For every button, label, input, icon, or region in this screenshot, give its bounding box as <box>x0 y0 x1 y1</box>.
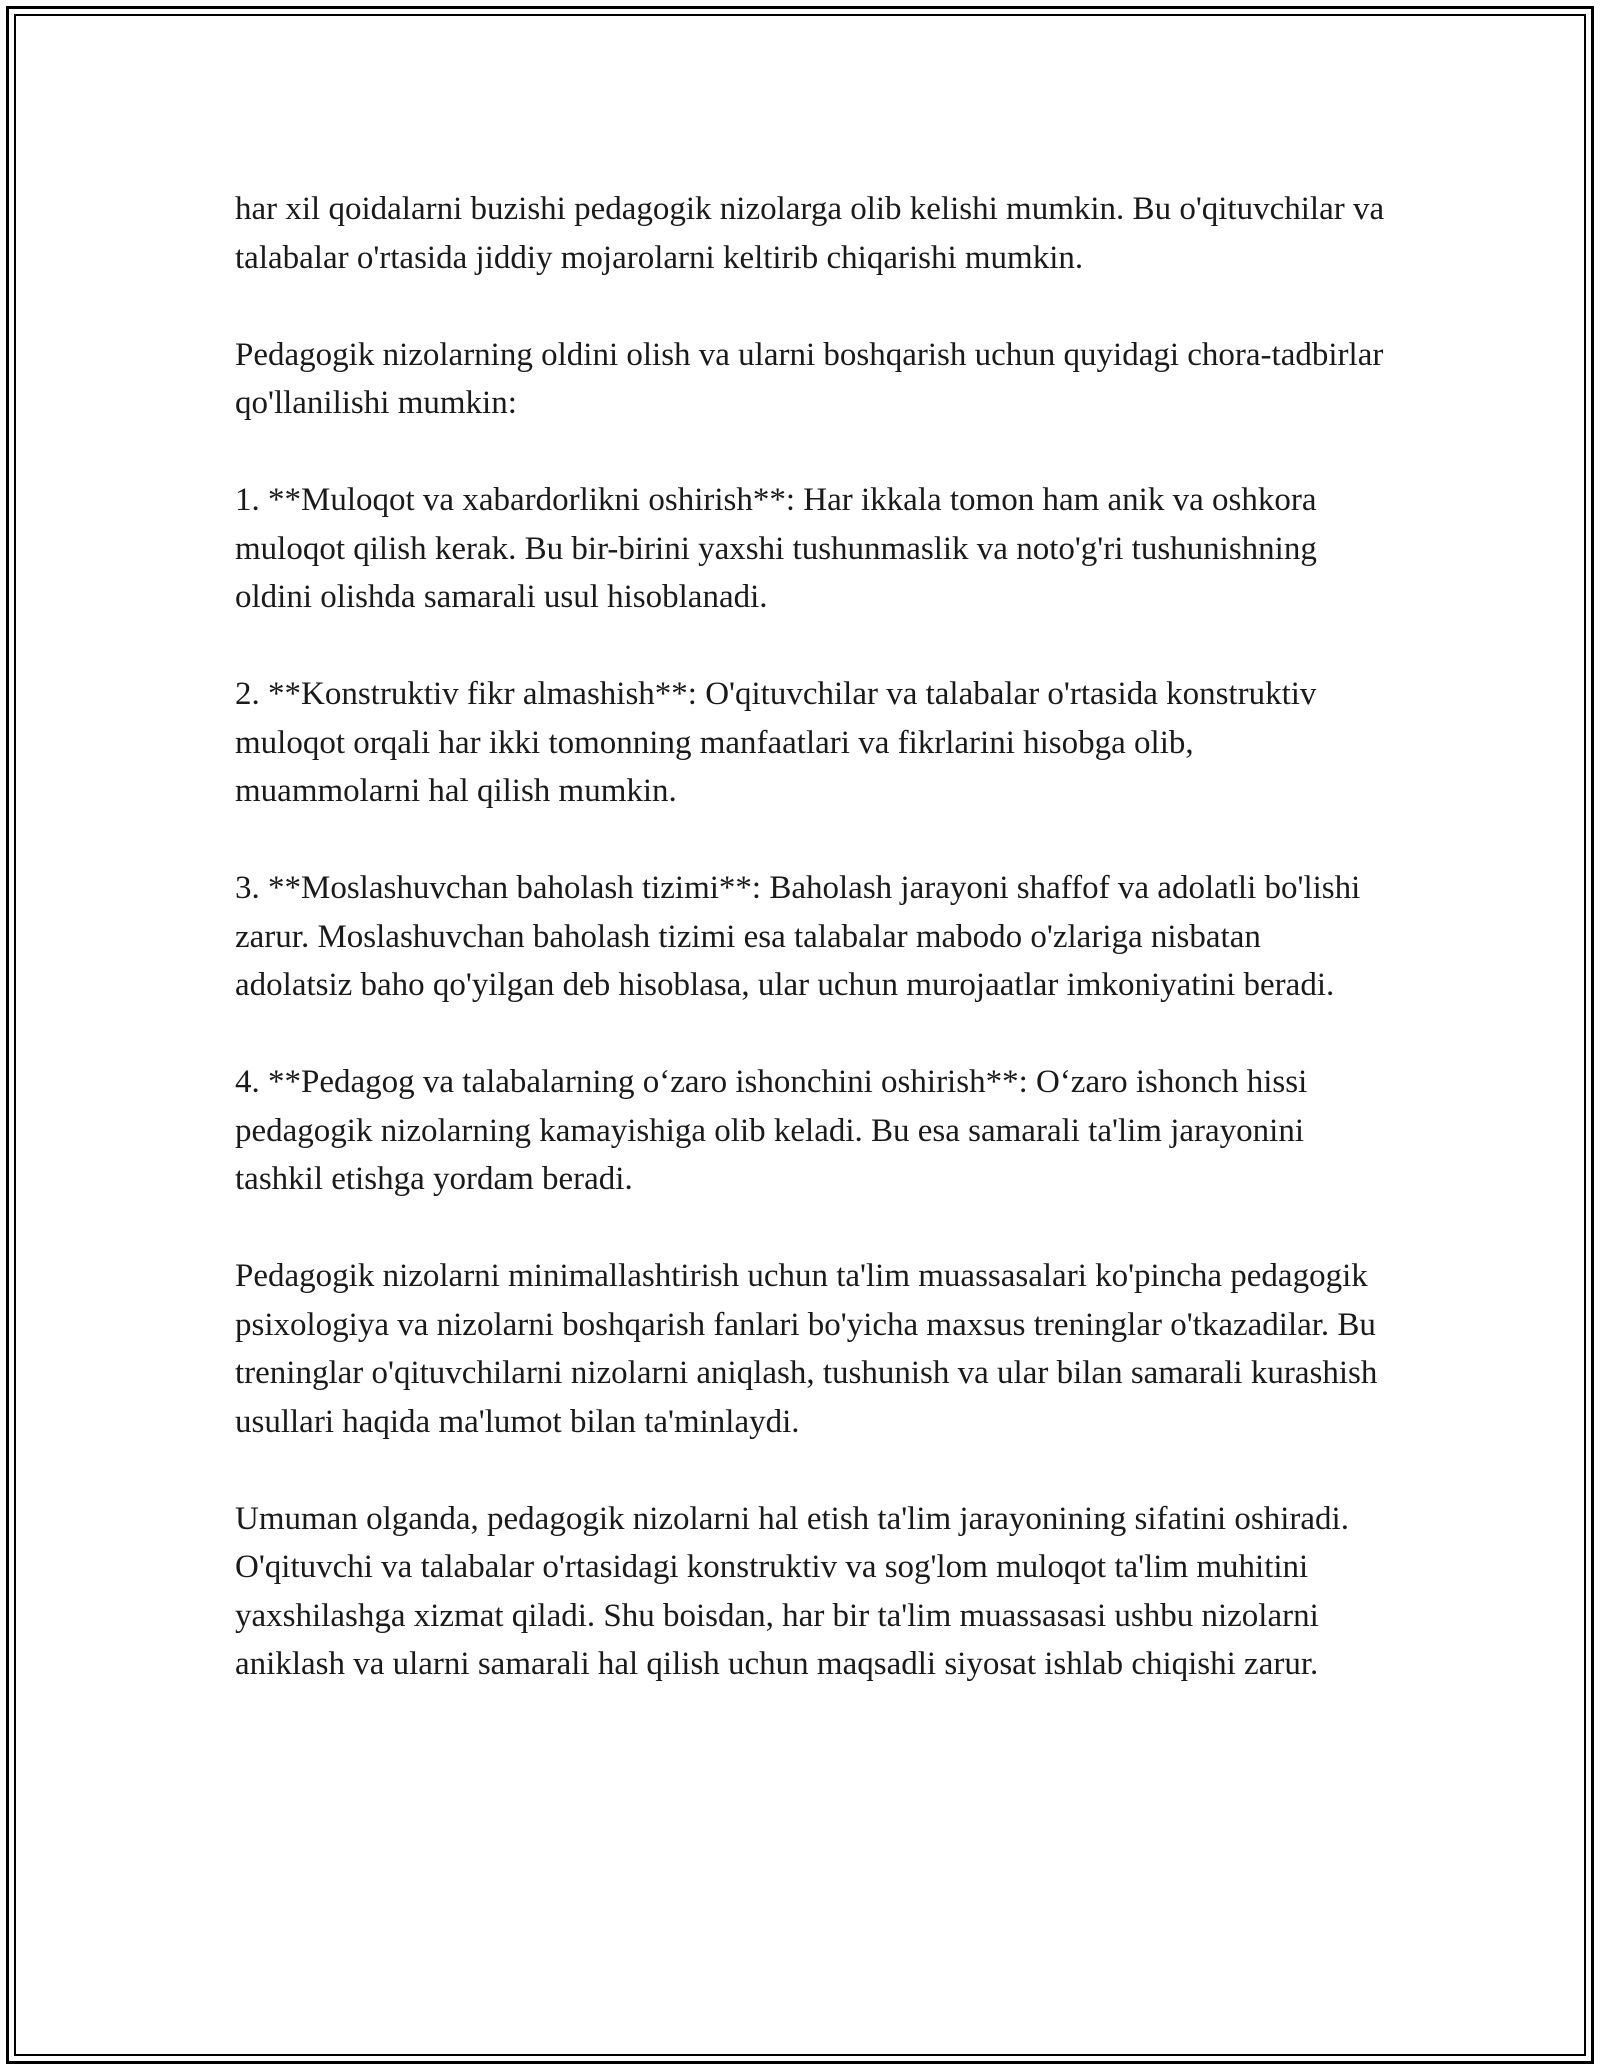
list-item-mutual-trust: 4. **Pedagog va talabalarning o‘zaro ishonchini oshirish**: O‘zaro ishonch hissi pedagogik nizolarning kamayishiga olib keladi. Bu esa samarali ta'lim jarayonini tashkil etishga yordam beradi. <box>235 1064 1308 1197</box>
paragraph-trainings: Pedagogik nizolarni minimallashtirish uchun ta'lim muassasalari ko'pincha pedagogik psixologiya va nizolarni boshqarish fanlari bo'yicha maxsus treninglar o'tkazadilar. Bu treninglar o'qituvchilarni nizolarni aniqlash, tushunish va ular bilan samarali kurashish usullari haqida ma'lumot bilan ta'minlaydi. <box>235 1258 1378 1440</box>
paragraph-intro: har xil qoidalarni buzishi pedagogik nizolarga olib kelishi mumkin. Bu o'qituvchilar va talabalar o'rtasida jiddiy mojarolarni keltirib chiqarishi mumkin. <box>235 191 1385 276</box>
document-body <box>235 185 1385 1689</box>
list-item-constructive-exchange: 2. **Konstruktiv fikr almashish**: O'qituvchilar va talabalar o'rtasida konstruktiv muloqot orqali har ikki tomonning manfaatlari va fikrlarini hisobga olib, muammolarni hal qilish mumkin. <box>235 676 1317 809</box>
list-item-flexible-assessment: 3. **Moslashuvchan baholash tizimi**: Baholash jarayoni shaffof va adolatli bo'lishi zarur. Moslashuvchan baholash tizimi esa talabalar mabodo o'zlariga nisbatan adolatsiz baho qo'yilgan deb hisoblasa, ular uchun murojaatlar imkoniyatini beradi. <box>235 870 1361 1003</box>
list-item-communication: 1. **Muloqot va xabardorlikni oshirish**: Har ikkala tomon ham anik va oshkora muloqot qilish kerak. Bu bir-birini yaxshi tushunmaslik va noto'g'ri tushunishning oldini olishda samarali usul hisoblanadi. <box>235 482 1317 615</box>
paragraph-measures-lead: Pedagogik nizolarning oldini olish va ularni boshqarish uchun quyidagi chora-tadbirlar qo'llanilishi mumkin: <box>235 336 1384 421</box>
paragraph-conclusion: Umuman olganda, pedagogik nizolarni hal etish ta'lim jarayonining sifatini oshiradi. O'qituvchi va talabalar o'rtasidagi konstruktiv va sog'lom muloqot ta'lim muhitini yaxshilashga xizmat qiladi. Shu boisdan, har bir ta'lim muassasasi ushbu nizolarni aniklash va ularni samarali hal qilish uchun maqsadli siyosat ishlab chiqishi zarur. <box>235 1500 1349 1682</box>
